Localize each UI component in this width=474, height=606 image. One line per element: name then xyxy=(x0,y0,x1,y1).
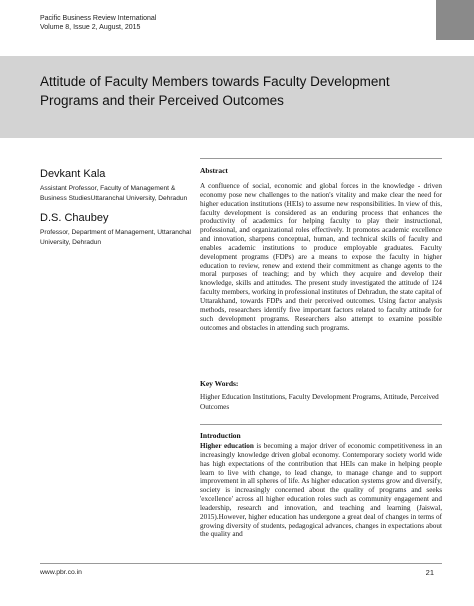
introduction-top-rule xyxy=(200,424,442,425)
journal-header xyxy=(0,0,474,50)
author-name: D.S. Chaubey xyxy=(40,212,109,224)
journal-volume-issue: Volume 8, Issue 2, August, 2015 xyxy=(40,24,141,31)
journal-name: Pacific Business Review International xyxy=(40,15,157,22)
introduction-body: is becoming a major driver of economic competitiveness in an increasingly knowledge driven global economy. Contemporary society world wide has high expectations of the contribution that HEIs can make in helping people learn to live with change, to lead change, to manage change and to support improvement in all spheres of life. As higher education systems grow and diversify, society is increasingly concerned about the quality of programs and seeks 'excellence' across all higher education roles such as community engagement and leadership, research and innovation, and teaching and learning (Jaiswal, 2015).However, higher education has undergone a great deal of changes in terms of growing diversity of students, pedagogical advances, changes in expectations about the quality and xyxy=(200,442,442,539)
header-corner-block xyxy=(436,0,474,40)
abstract-heading: Abstract xyxy=(200,166,228,175)
page-number: 21 xyxy=(425,568,434,577)
paper-title: Attitude of Faculty Members towards Faculty Development Programs and their Perceived Outcomes xyxy=(40,74,390,108)
footer-rule xyxy=(40,563,442,564)
author-entry xyxy=(40,168,200,203)
keywords-heading: Key Words: xyxy=(200,379,239,388)
abstract-top-rule xyxy=(200,158,442,159)
author-block xyxy=(40,168,200,256)
introduction-heading: Introduction xyxy=(200,431,241,440)
author-entry xyxy=(40,212,200,247)
author-affiliation: Assistant Professor, Faculty of Management & Business StudiesUttaranchal University, Dehradun xyxy=(40,185,188,202)
author-affiliation: Professor, Department of Management, Uttaranchal University, Dehradun xyxy=(40,229,191,246)
keywords-text: Higher Education Institutions, Faculty Development Programs, Attitude, Perceived Outcomes xyxy=(200,393,439,411)
abstract-text: A confluence of social, economic and global forces in the knowledge - driven economy pose new challenges to the nation's vitality and make clear the need for higher education institutions (HEIs) to assume new responsibilities. In view of this, faculty development is considered as an enduring process that enhances the productivity of academics for helping faculty to play their instructional, professional, and organizational roles effectively. It promotes academic excellence and innovation, sharpens conceptual, human, and technical skills of faculty and enables academic institutions to produce employable graduates. Faculty development programs (FDPs) are a means to expose the faculty in higher education to review, renew and extend their commitment as change agents to the moral purposes of teaching; and by which they acquire and develop their knowledge, skills and attitudes. The present study investigated the attitude of 124 faculty members, working in professional institutes of Dehradun, the state capital of Uttarakhand, towards FDPs and their perceived outcomes. Using factor analysis methods, researchers identify five important factors related to faculty attitude for such development programs. Researchers also attempt to examine possible outcomes and obstacles in attending such programs. xyxy=(200,182,442,332)
author-name: Devkant Kala xyxy=(40,168,106,180)
footer-url[interactable]: www.pbr.co.in xyxy=(40,569,82,576)
title-band xyxy=(0,56,474,138)
introduction-lead: Higher education xyxy=(200,442,254,450)
introduction-text xyxy=(200,442,442,539)
